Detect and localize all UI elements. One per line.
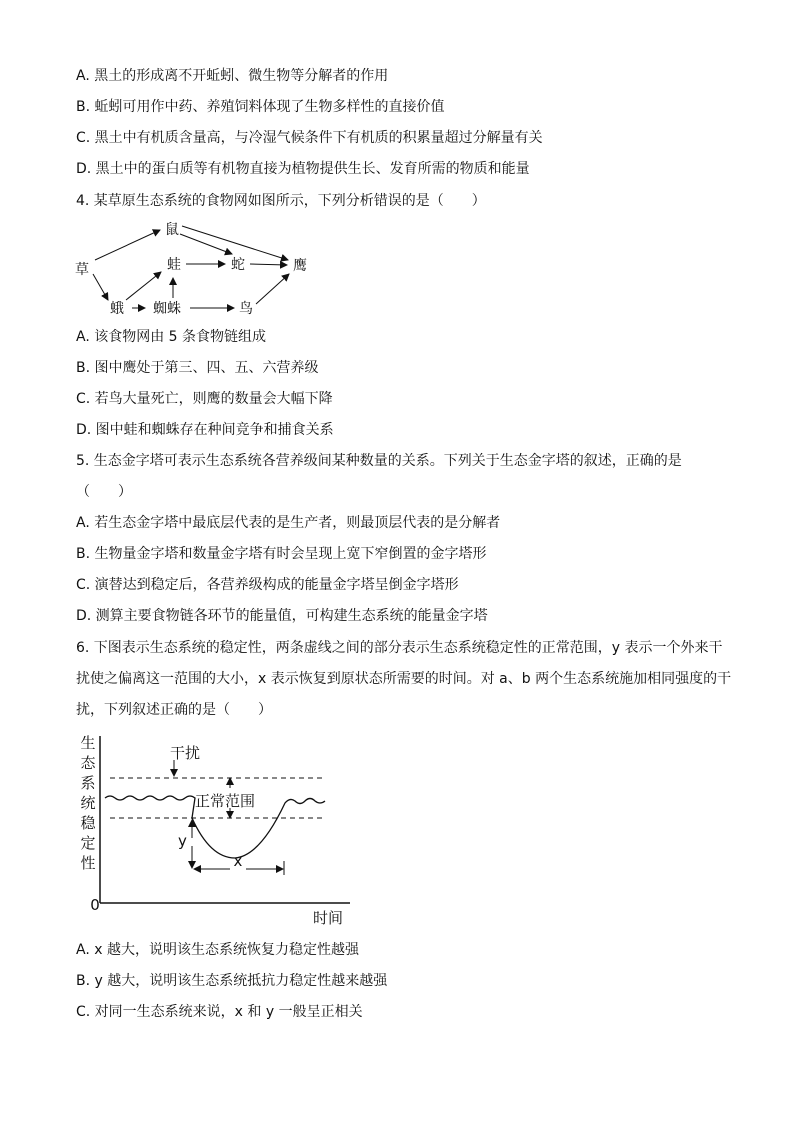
q4-option-a: A. 该食物网由 5 条食物链组成 [76,329,267,345]
q6-stem-line2: 扰使之偏离这一范围的大小，x 表示恢复到原状态所需要的时间。对 a、b 两个生态系统施加相同强度的干 [76,671,732,687]
q6-option-a: A. x 越大，说明该生态系统恢复力稳定性越强 [76,942,359,958]
q6-option-c: C. 对同一生态系统来说，x 和 y 一般呈正相关 [76,1004,363,1020]
y-axis-label-3: 系 [80,774,96,792]
edge-mouse-snake [180,234,232,254]
q3-option-b: B. 蚯蚓可用作中药、养殖饲料体现了生物多样性的直接价值 [76,99,445,115]
y-axis-label-2: 态 [80,754,96,772]
food-web-diagram [60,212,330,322]
q6-stem-line3: 扰，下列叙述正确的是（ ） [76,702,272,718]
q3-option-c: C. 黑土中有机质含量高，与冷湿气候条件下有机质的积累量超过分解量有关 [76,130,543,146]
q5-option-d: D. 测算主要食物链各环节的能量值，可构建生态系统的能量金字塔 [76,608,488,624]
y-axis-label-6: 定 [80,834,96,852]
edge-grass-mouse [95,230,160,260]
edge-snake-eagle [250,264,287,265]
node-spider: 蜘蛛 [153,301,181,317]
x-label: x [233,852,243,870]
q6-option-b: B. y 越大，说明该生态系统抵抗力稳定性越来越强 [76,973,388,989]
node-bird: 鸟 [239,301,253,317]
y-axis-label-1: 生 [80,734,96,752]
y-axis-label-7: 性 [80,854,96,872]
q3-option-d: D. 黑土中的蛋白质等有机物直接为植物提供生长、发育所需的物质和能量 [76,161,530,177]
edge-mouse-eagle [182,226,288,260]
node-frog: 蛙 [167,257,181,273]
origin-label: 0 [90,896,100,914]
node-snake: 蛇 [231,257,245,273]
node-grass: 草 [75,262,89,278]
q4-option-b: B. 图中鹰处于第三、四、五、六营养级 [76,360,319,376]
y-axis-label-5: 稳 [80,814,96,832]
q6-stem-line1: 6. 下图表示生态系统的稳定性，两条虚线之间的部分表示生态系统稳定性的正常范围，y 表示一个外来干 [76,640,723,656]
q5-stem-line2: （ ） [76,484,132,500]
edge-bird-eagle [256,274,289,304]
q5-stem-line1: 5. 生态金字塔可表示生态系统各营养级间某种数量的关系。下列关于生态金字塔的叙述，正确的是 [76,453,682,469]
q5-option-c: C. 演替达到稳定后，各营养级构成的能量金字塔呈倒金字塔形 [76,577,459,593]
normal-range-label: 正常范围 [195,792,256,810]
y-axis-label-4: 统 [80,794,96,812]
q5-option-b: B. 生物量金字塔和数量金字塔有时会呈现上宽下窄倒置的金字塔形 [76,546,487,562]
q4-stem: 4. 某草原生态系统的食物网如图所示，下列分析错误的是（ ） [76,193,486,209]
edge-moth-frog [126,272,161,300]
stability-graph [70,728,355,933]
disturbance-label: 干扰 [170,744,201,762]
q3-option-a: A. 黑土的形成离不开蚯蚓、微生物等分解者的作用 [76,68,389,84]
node-moth: 蛾 [110,301,124,317]
node-mouse: 鼠 [165,222,179,238]
node-eagle: 鹰 [293,258,307,274]
x-axis-label: 时间 [312,909,344,927]
y-label: y [178,832,187,850]
q4-option-c: C. 若鸟大量死亡，则鹰的数量会大幅下降 [76,391,333,407]
q4-option-d: D. 图中蛙和蜘蛛存在种间竞争和捕食关系 [76,422,334,438]
q5-option-a: A. 若生态金字塔中最底层代表的是生产者，则最顶层代表的是分解者 [76,515,501,531]
edge-grass-moth [93,274,108,300]
